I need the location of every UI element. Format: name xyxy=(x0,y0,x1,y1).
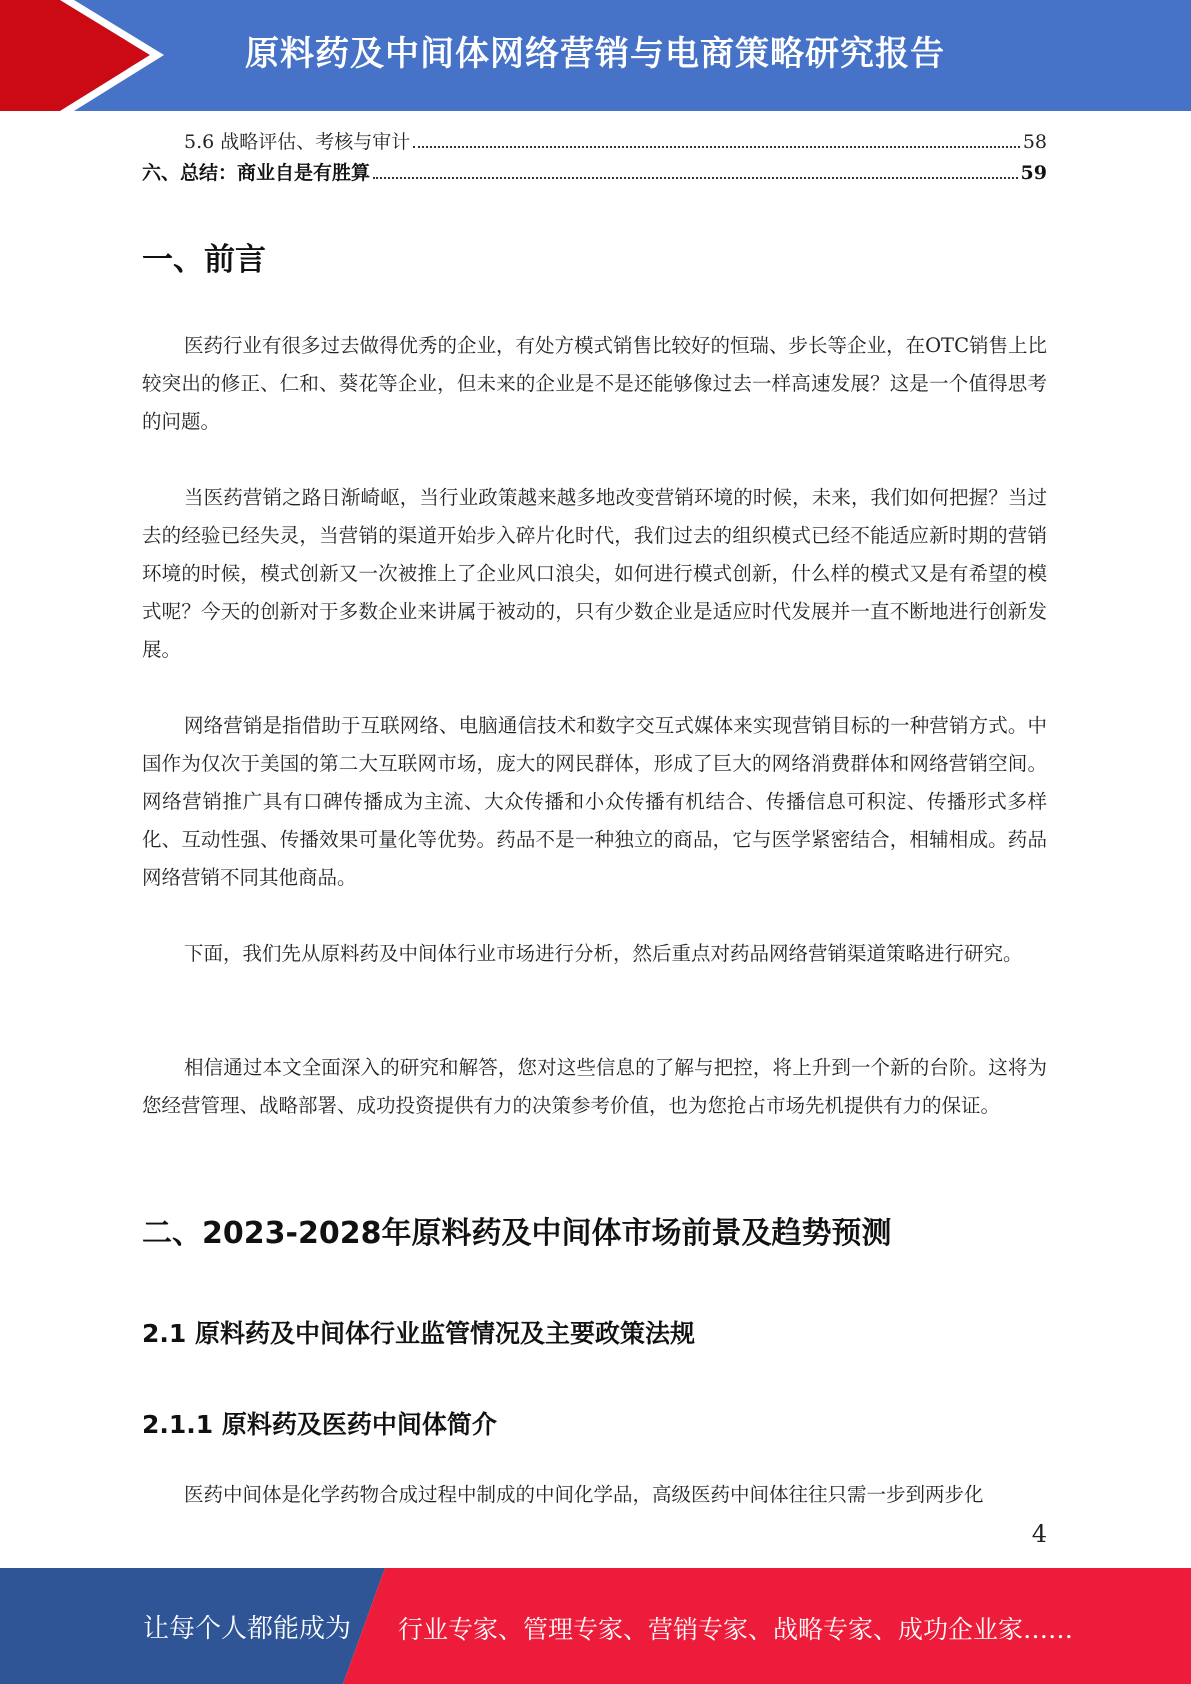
toc-page: 59 xyxy=(1020,162,1047,184)
toc-page: 58 xyxy=(1022,131,1047,153)
heading-preface: 一、前言 xyxy=(142,242,266,278)
page-footer xyxy=(0,1568,1191,1684)
heading-chapter-2: 二、2023-2028年原料药及中间体市场前景及趋势预测 xyxy=(142,1216,892,1251)
footer-slogan-right: 行业专家、管理专家、营销专家、战略专家、成功企业家…… xyxy=(398,1615,1074,1644)
heading-section-2-1-1: 2.1.1 原料药及医药中间体简介 xyxy=(142,1410,497,1439)
heading-section-2-1: 2.1 原料药及中间体行业监管情况及主要政策法规 xyxy=(142,1319,695,1348)
page-number: 4 xyxy=(1031,1520,1047,1548)
paragraph: 当医药营销之路日渐崎岖，当行业政策越来越多地改变营销环境的时候，未来，我们如何把握？当过去的经验已经失灵，当营销的渠道开始步入碎片化时代，我们过去的组织模式已经不能适应新时期的营销环境的时候，模式创新又一次被推上了企业风口浪尖，如何进行模式创新，什么样的模式又是有希望的模式呢？今天的创新对于多数企业来讲属于被动的，只有少数企业是适应时代发展并一直不断地进行创新发展。 xyxy=(142,486,1047,661)
paragraph: 医药行业有很多过去做得优秀的企业，有处方模式销售比较好的恒瑞、步长等企业，在OTC销售上比较突出的修正、仁和、葵花等企业，但未来的企业是不是还能够像过去一样高速发展？这是一个值得思考的问题。 xyxy=(142,334,1047,433)
toc-row[interactable] xyxy=(142,127,1047,158)
table-of-contents-fragment xyxy=(142,127,1047,189)
toc-label: 六、总结：商业自是有胜算 xyxy=(142,162,371,184)
toc-leader-dots xyxy=(373,177,1018,179)
toc-row[interactable] xyxy=(142,158,1047,189)
footer-slogan-left: 让每个人都能成为 xyxy=(143,1614,352,1644)
header-title: 原料药及中间体网络营销与电商策略研究报告 xyxy=(245,34,945,74)
toc-label: 5.6 战略评估、考核与审计 xyxy=(184,131,411,153)
paragraph: 医药中间体是化学药物合成过程中制成的中间化学品，高级医药中间体往往只需一步到两步化 xyxy=(184,1483,984,1506)
page-header xyxy=(0,0,1191,111)
paragraph: 下面，我们先从原料药及中间体行业市场进行分析，然后重点对药品网络营销渠道策略进行研究。 xyxy=(184,942,1023,965)
toc-leader-dots xyxy=(413,146,1020,148)
paragraph: 网络营销是指借助于互联网络、电脑通信技术和数字交互式媒体来实现营销目标的一种营销方式。中国作为仅次于美国的第二大互联网市场，庞大的网民群体，形成了巨大的网络消费群体和网络营销空间。网络营销推广具有口碑传播成为主流、大众传播和小众传播有机结合、传播信息可积淀、传播形式多样化、互动性强、传播效果可量化等优势。药品不是一种独立的商品，它与医学紧密结合，相辅相成。药品网络营销不同其他商品。 xyxy=(142,714,1047,889)
paragraph: 相信通过本文全面深入的研究和解答，您对这些信息的了解与把控，将上升到一个新的台阶。这将为您经营管理、战略部署、成功投资提供有力的决策参考价值，也为您抢占市场先机提供有力的保证。 xyxy=(142,1056,1047,1117)
